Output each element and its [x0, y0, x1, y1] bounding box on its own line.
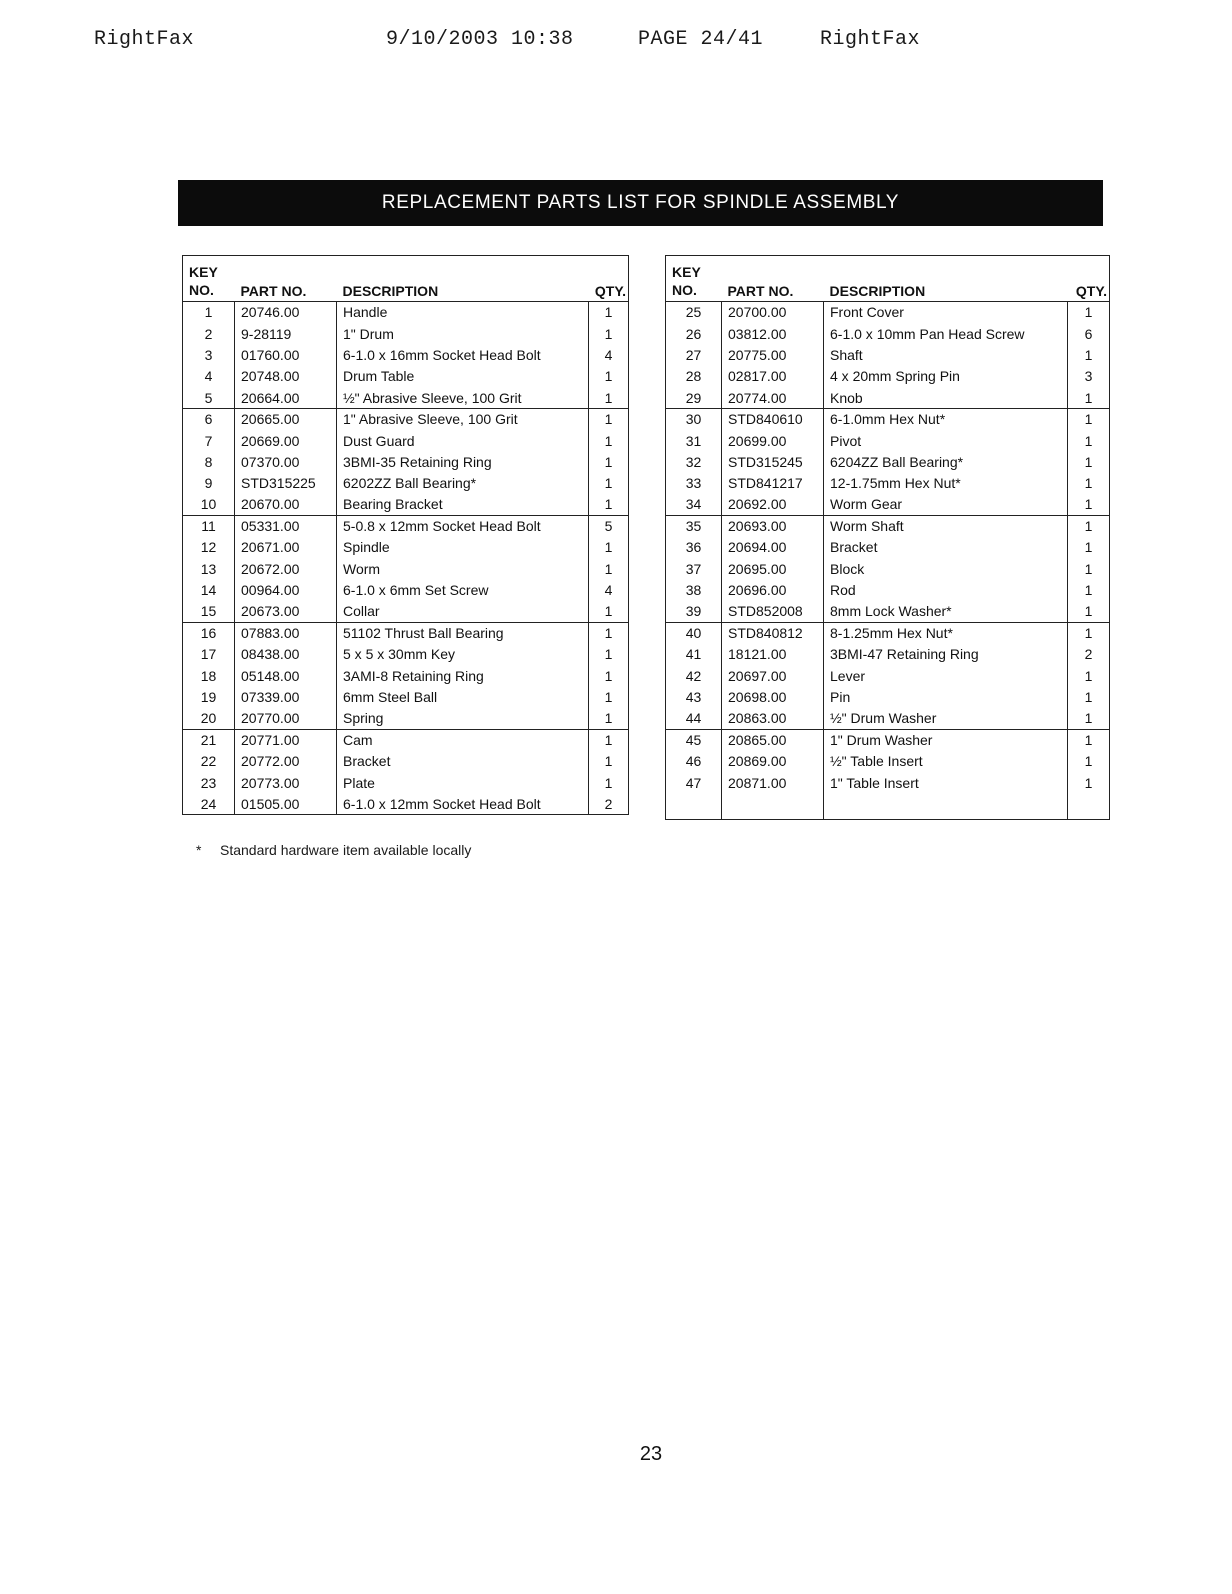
part-no-cell: 20665.00 [235, 408, 337, 429]
table-row [666, 558, 1110, 579]
qty-cell: 1 [589, 601, 629, 622]
qty-cell: 1 [589, 644, 629, 665]
table-row [666, 302, 1110, 323]
qty-cell: 1 [1068, 408, 1110, 429]
table-row [666, 494, 1110, 515]
part-no-cell: 20771.00 [235, 729, 337, 750]
table-row [666, 387, 1110, 408]
part-no-cell: 20869.00 [722, 751, 824, 772]
part-no-cell: 20697.00 [722, 665, 824, 686]
part-no-cell: 20671.00 [235, 537, 337, 558]
table-row [183, 558, 629, 579]
description-cell: 51102 Thrust Ball Bearing [337, 622, 589, 643]
page-title: REPLACEMENT PARTS LIST FOR SPINDLE ASSEMBLY [178, 180, 1103, 226]
description-cell: Spindle [337, 537, 589, 558]
description-cell: 1" Drum Washer [824, 729, 1068, 750]
qty-cell: 4 [589, 580, 629, 601]
table-row [666, 665, 1110, 686]
key-no-cell: 37 [685, 560, 702, 577]
qty-cell: 1 [1068, 387, 1110, 408]
qty-cell: 1 [589, 387, 629, 408]
table-row [666, 430, 1110, 451]
part-no-cell: 20748.00 [235, 366, 337, 387]
parts-table-left [182, 255, 629, 815]
table-empty-row [666, 793, 1110, 820]
part-no-cell: 20694.00 [722, 537, 824, 558]
part-no-cell: 20770.00 [235, 708, 337, 729]
table-row [183, 772, 629, 793]
parts-table-right [665, 255, 1110, 820]
footnote-text: Standard hardware item available locally [220, 842, 472, 858]
table-row [666, 751, 1110, 772]
table-row [183, 515, 629, 536]
key-no-cell: 2 [204, 325, 213, 342]
description-cell: Cam [337, 729, 589, 750]
description-cell: 1" Table Insert [824, 772, 1068, 793]
qty-cell: 1 [1068, 687, 1110, 708]
qty-cell: 1 [589, 751, 629, 772]
table-row [183, 430, 629, 451]
table-row [183, 622, 629, 643]
description-cell: Collar [337, 601, 589, 622]
part-no-cell: 20664.00 [235, 387, 337, 408]
qty-cell: 1 [1068, 515, 1110, 536]
key-no-header: KEY NO. [183, 256, 235, 302]
part-no-cell: 02817.00 [722, 366, 824, 387]
table-row [183, 580, 629, 601]
table-row [666, 408, 1110, 429]
page-number: 23 [639, 1443, 663, 1465]
key-no-cell: 28 [685, 368, 702, 385]
description-cell: Rod [824, 580, 1068, 601]
description-cell: Front Cover [824, 302, 1068, 323]
description-cell: 3BMI-47 Retaining Ring [824, 644, 1068, 665]
key-no-cell: 31 [685, 432, 702, 449]
qty-cell: 6 [1068, 323, 1110, 344]
table-row [666, 473, 1110, 494]
part-no-cell: 20863.00 [722, 708, 824, 729]
description-cell: 3BMI-35 Retaining Ring [337, 451, 589, 472]
key-no-cell: 3 [204, 346, 213, 363]
description-cell: 6mm Steel Ball [337, 687, 589, 708]
qty-cell: 1 [589, 494, 629, 515]
part-no-header: PART NO. [722, 256, 824, 302]
part-no-cell: STD315245 [722, 451, 824, 472]
fax-header-right-label: RightFax [820, 28, 921, 51]
part-no-cell: 20746.00 [235, 302, 337, 323]
part-no-cell: STD315225 [235, 473, 337, 494]
description-cell: Drum Table [337, 366, 589, 387]
key-no-cell: 8 [204, 453, 213, 470]
part-no-cell: 03812.00 [722, 323, 824, 344]
part-no-cell: 20700.00 [722, 302, 824, 323]
qty-cell: 1 [1068, 601, 1110, 622]
table-row [183, 302, 629, 323]
part-no-cell: 07339.00 [235, 687, 337, 708]
key-no-cell: 27 [685, 346, 702, 363]
part-no-cell: 05331.00 [235, 515, 337, 536]
table-row [183, 473, 629, 494]
key-no-cell: 36 [685, 539, 702, 556]
qty-cell: 1 [1068, 344, 1110, 365]
description-cell: Bracket [824, 537, 1068, 558]
description-cell: 1" Drum [337, 323, 589, 344]
qty-cell: 1 [1068, 473, 1110, 494]
part-no-cell: 20695.00 [722, 558, 824, 579]
qty-header: QTY. [1068, 256, 1110, 302]
key-no-cell: 10 [200, 496, 217, 513]
description-cell: 12-1.75mm Hex Nut* [824, 473, 1068, 494]
qty-cell: 1 [1068, 772, 1110, 793]
key-no-cell: 23 [200, 774, 217, 791]
qty-cell: 1 [589, 451, 629, 472]
table-row [183, 494, 629, 515]
table-row [666, 708, 1110, 729]
table-row [666, 622, 1110, 643]
description-cell: Pin [824, 687, 1068, 708]
qty-cell: 1 [589, 708, 629, 729]
description-cell: 6-1.0 x 12mm Socket Head Bolt [337, 793, 589, 814]
part-no-cell: 20669.00 [235, 430, 337, 451]
key-no-cell: 22 [200, 753, 217, 770]
part-no-cell: 20773.00 [235, 772, 337, 793]
qty-cell: 1 [1068, 494, 1110, 515]
key-no-cell: 25 [685, 304, 702, 321]
part-no-cell: 05148.00 [235, 665, 337, 686]
part-no-cell: STD852008 [722, 601, 824, 622]
key-no-cell: 38 [685, 582, 702, 599]
qty-cell: 1 [1068, 708, 1110, 729]
key-no-header: KEY NO. [666, 256, 722, 302]
key-no-cell: 24 [200, 795, 217, 812]
table-row [183, 344, 629, 365]
description-cell: 8mm Lock Washer* [824, 601, 1068, 622]
key-no-cell: 44 [685, 710, 702, 727]
key-no-cell: 19 [200, 689, 217, 706]
key-no-cell: 42 [685, 667, 702, 684]
qty-header: QTY. [589, 256, 629, 302]
key-no-cell: 21 [183, 729, 235, 750]
table-row [183, 601, 629, 622]
part-no-cell: 18121.00 [722, 644, 824, 665]
key-no-cell: 20 [200, 710, 217, 727]
qty-cell: 1 [1068, 751, 1110, 772]
description-cell: 5-0.8 x 12mm Socket Head Bolt [337, 515, 589, 536]
key-no-cell: 17 [200, 646, 217, 663]
key-no-cell: 4 [204, 368, 213, 385]
qty-cell: 1 [589, 473, 629, 494]
qty-cell: 1 [589, 302, 629, 323]
table-row [183, 751, 629, 772]
key-no-cell: 43 [685, 689, 702, 706]
description-cell: Dust Guard [337, 430, 589, 451]
qty-cell: 1 [589, 687, 629, 708]
qty-cell: 1 [1068, 430, 1110, 451]
table-row [666, 537, 1110, 558]
description-cell: 5 x 5 x 30mm Key [337, 644, 589, 665]
qty-cell: 5 [589, 515, 629, 536]
description-cell: Bracket [337, 751, 589, 772]
description-cell: ½" Table Insert [824, 751, 1068, 772]
key-no-cell: 47 [685, 774, 702, 791]
key-no-cell: 30 [666, 408, 722, 429]
part-no-cell: 20772.00 [235, 751, 337, 772]
part-no-cell: 20699.00 [722, 430, 824, 451]
description-header: DESCRIPTION [824, 256, 1068, 302]
key-no-cell: 33 [685, 475, 702, 492]
table-row [666, 344, 1110, 365]
description-cell: ½" Abrasive Sleeve, 100 Grit [337, 387, 589, 408]
description-cell: Knob [824, 387, 1068, 408]
key-no-cell: 29 [685, 389, 702, 406]
key-no-cell: 35 [666, 515, 722, 536]
part-no-cell: STD840610 [722, 408, 824, 429]
table-row [183, 793, 629, 814]
qty-cell: 1 [1068, 302, 1110, 323]
table-row [183, 451, 629, 472]
key-no-cell: 34 [685, 496, 702, 513]
part-no-cell: 08438.00 [235, 644, 337, 665]
fax-header-datetime: 9/10/2003 10:38 [386, 28, 574, 51]
qty-cell: 1 [589, 537, 629, 558]
key-no-cell: 40 [666, 622, 722, 643]
qty-cell: 1 [589, 408, 629, 429]
table-row [183, 366, 629, 387]
table-row [666, 323, 1110, 344]
qty-cell: 1 [589, 622, 629, 643]
table-row [183, 537, 629, 558]
empty-cell [1068, 793, 1110, 820]
description-cell: Spring [337, 708, 589, 729]
part-no-cell: 20696.00 [722, 580, 824, 601]
footnote [196, 842, 471, 858]
part-no-cell: 01760.00 [235, 344, 337, 365]
fax-header-left-label: RightFax [94, 28, 195, 51]
qty-cell: 3 [1068, 366, 1110, 387]
part-no-cell: 20670.00 [235, 494, 337, 515]
key-no-cell: 9 [204, 475, 213, 492]
table-row [666, 580, 1110, 601]
qty-cell: 2 [1068, 644, 1110, 665]
table-row [183, 323, 629, 344]
table-row [666, 451, 1110, 472]
qty-cell: 1 [1068, 537, 1110, 558]
description-cell: 6-1.0 x 10mm Pan Head Screw [824, 323, 1068, 344]
key-no-cell: 11 [183, 515, 235, 536]
key-no-cell: 15 [200, 603, 217, 620]
part-no-cell: 20673.00 [235, 601, 337, 622]
table-row [666, 687, 1110, 708]
description-cell: Lever [824, 665, 1068, 686]
key-no-cell: 32 [685, 453, 702, 470]
table-row [183, 729, 629, 750]
table-row [666, 366, 1110, 387]
part-no-cell: 20871.00 [722, 772, 824, 793]
key-no-cell: 26 [685, 325, 702, 342]
description-header: DESCRIPTION [337, 256, 589, 302]
empty-cell [722, 793, 824, 820]
qty-cell: 1 [1068, 622, 1110, 643]
description-cell: Shaft [824, 344, 1068, 365]
qty-cell: 1 [589, 729, 629, 750]
qty-cell: 1 [589, 366, 629, 387]
table-header-row [183, 256, 629, 302]
fax-header-page: PAGE 24/41 [638, 28, 764, 51]
part-no-cell: STD841217 [722, 473, 824, 494]
table-row [183, 644, 629, 665]
description-cell: Worm [337, 558, 589, 579]
qty-cell: 2 [589, 793, 629, 814]
table-row [666, 601, 1110, 622]
key-no-cell: 46 [685, 753, 702, 770]
description-cell: 6-1.0 x 6mm Set Screw [337, 580, 589, 601]
table-row [666, 644, 1110, 665]
description-cell: 6-1.0 x 16mm Socket Head Bolt [337, 344, 589, 365]
key-no-cell: 13 [200, 560, 217, 577]
table-header-row [666, 256, 1110, 302]
qty-cell: 4 [589, 344, 629, 365]
description-cell: 6-1.0mm Hex Nut* [824, 408, 1068, 429]
qty-cell: 1 [1068, 451, 1110, 472]
description-cell: Worm Gear [824, 494, 1068, 515]
description-cell: 1" Abrasive Sleeve, 100 Grit [337, 408, 589, 429]
table-row [666, 729, 1110, 750]
part-no-cell: STD840812 [722, 622, 824, 643]
table-row [183, 665, 629, 686]
qty-cell: 1 [589, 558, 629, 579]
part-no-cell: 07883.00 [235, 622, 337, 643]
description-cell: Block [824, 558, 1068, 579]
qty-cell: 1 [589, 323, 629, 344]
description-cell: Plate [337, 772, 589, 793]
description-cell: Handle [337, 302, 589, 323]
description-cell: 6202ZZ Ball Bearing* [337, 473, 589, 494]
part-no-header: PART NO. [235, 256, 337, 302]
empty-cell [666, 793, 722, 820]
part-no-cell: 20693.00 [722, 515, 824, 536]
footnote-marker: * [196, 842, 202, 858]
key-no-cell: 41 [685, 646, 702, 663]
key-no-cell: 16 [183, 622, 235, 643]
key-no-cell: 45 [666, 729, 722, 750]
qty-cell: 1 [1068, 580, 1110, 601]
description-cell: ½" Drum Washer [824, 708, 1068, 729]
table-row [666, 515, 1110, 536]
part-no-cell: 01505.00 [235, 793, 337, 814]
description-cell: 3AMI-8 Retaining Ring [337, 665, 589, 686]
empty-cell [824, 793, 1068, 820]
key-no-cell: 18 [200, 667, 217, 684]
description-cell: 8-1.25mm Hex Nut* [824, 622, 1068, 643]
description-cell: Worm Shaft [824, 515, 1068, 536]
part-no-cell: 20692.00 [722, 494, 824, 515]
description-cell: 6204ZZ Ball Bearing* [824, 451, 1068, 472]
part-no-cell: 20698.00 [722, 687, 824, 708]
key-no-cell: 6 [183, 408, 235, 429]
key-no-cell: 14 [200, 582, 217, 599]
key-no-cell: 5 [204, 389, 213, 406]
part-no-cell: 20865.00 [722, 729, 824, 750]
key-no-cell: 7 [204, 432, 213, 449]
key-no-cell: 1 [204, 304, 213, 321]
part-no-cell: 20774.00 [722, 387, 824, 408]
description-cell: Bearing Bracket [337, 494, 589, 515]
part-no-cell: 00964.00 [235, 580, 337, 601]
table-row [666, 772, 1110, 793]
table-row [183, 408, 629, 429]
qty-cell: 1 [589, 772, 629, 793]
description-cell: Pivot [824, 430, 1068, 451]
qty-cell: 1 [589, 665, 629, 686]
part-no-cell: 20672.00 [235, 558, 337, 579]
table-row [183, 687, 629, 708]
part-no-cell: 07370.00 [235, 451, 337, 472]
qty-cell: 1 [589, 430, 629, 451]
description-cell: 4 x 20mm Spring Pin [824, 366, 1068, 387]
table-row [183, 387, 629, 408]
part-no-cell: 9-28119 [235, 323, 337, 344]
qty-cell: 1 [1068, 558, 1110, 579]
part-no-cell: 20775.00 [722, 344, 824, 365]
qty-cell: 1 [1068, 665, 1110, 686]
key-no-cell: 12 [200, 539, 217, 556]
qty-cell: 1 [1068, 729, 1110, 750]
key-no-cell: 39 [685, 603, 702, 620]
table-row [183, 708, 629, 729]
